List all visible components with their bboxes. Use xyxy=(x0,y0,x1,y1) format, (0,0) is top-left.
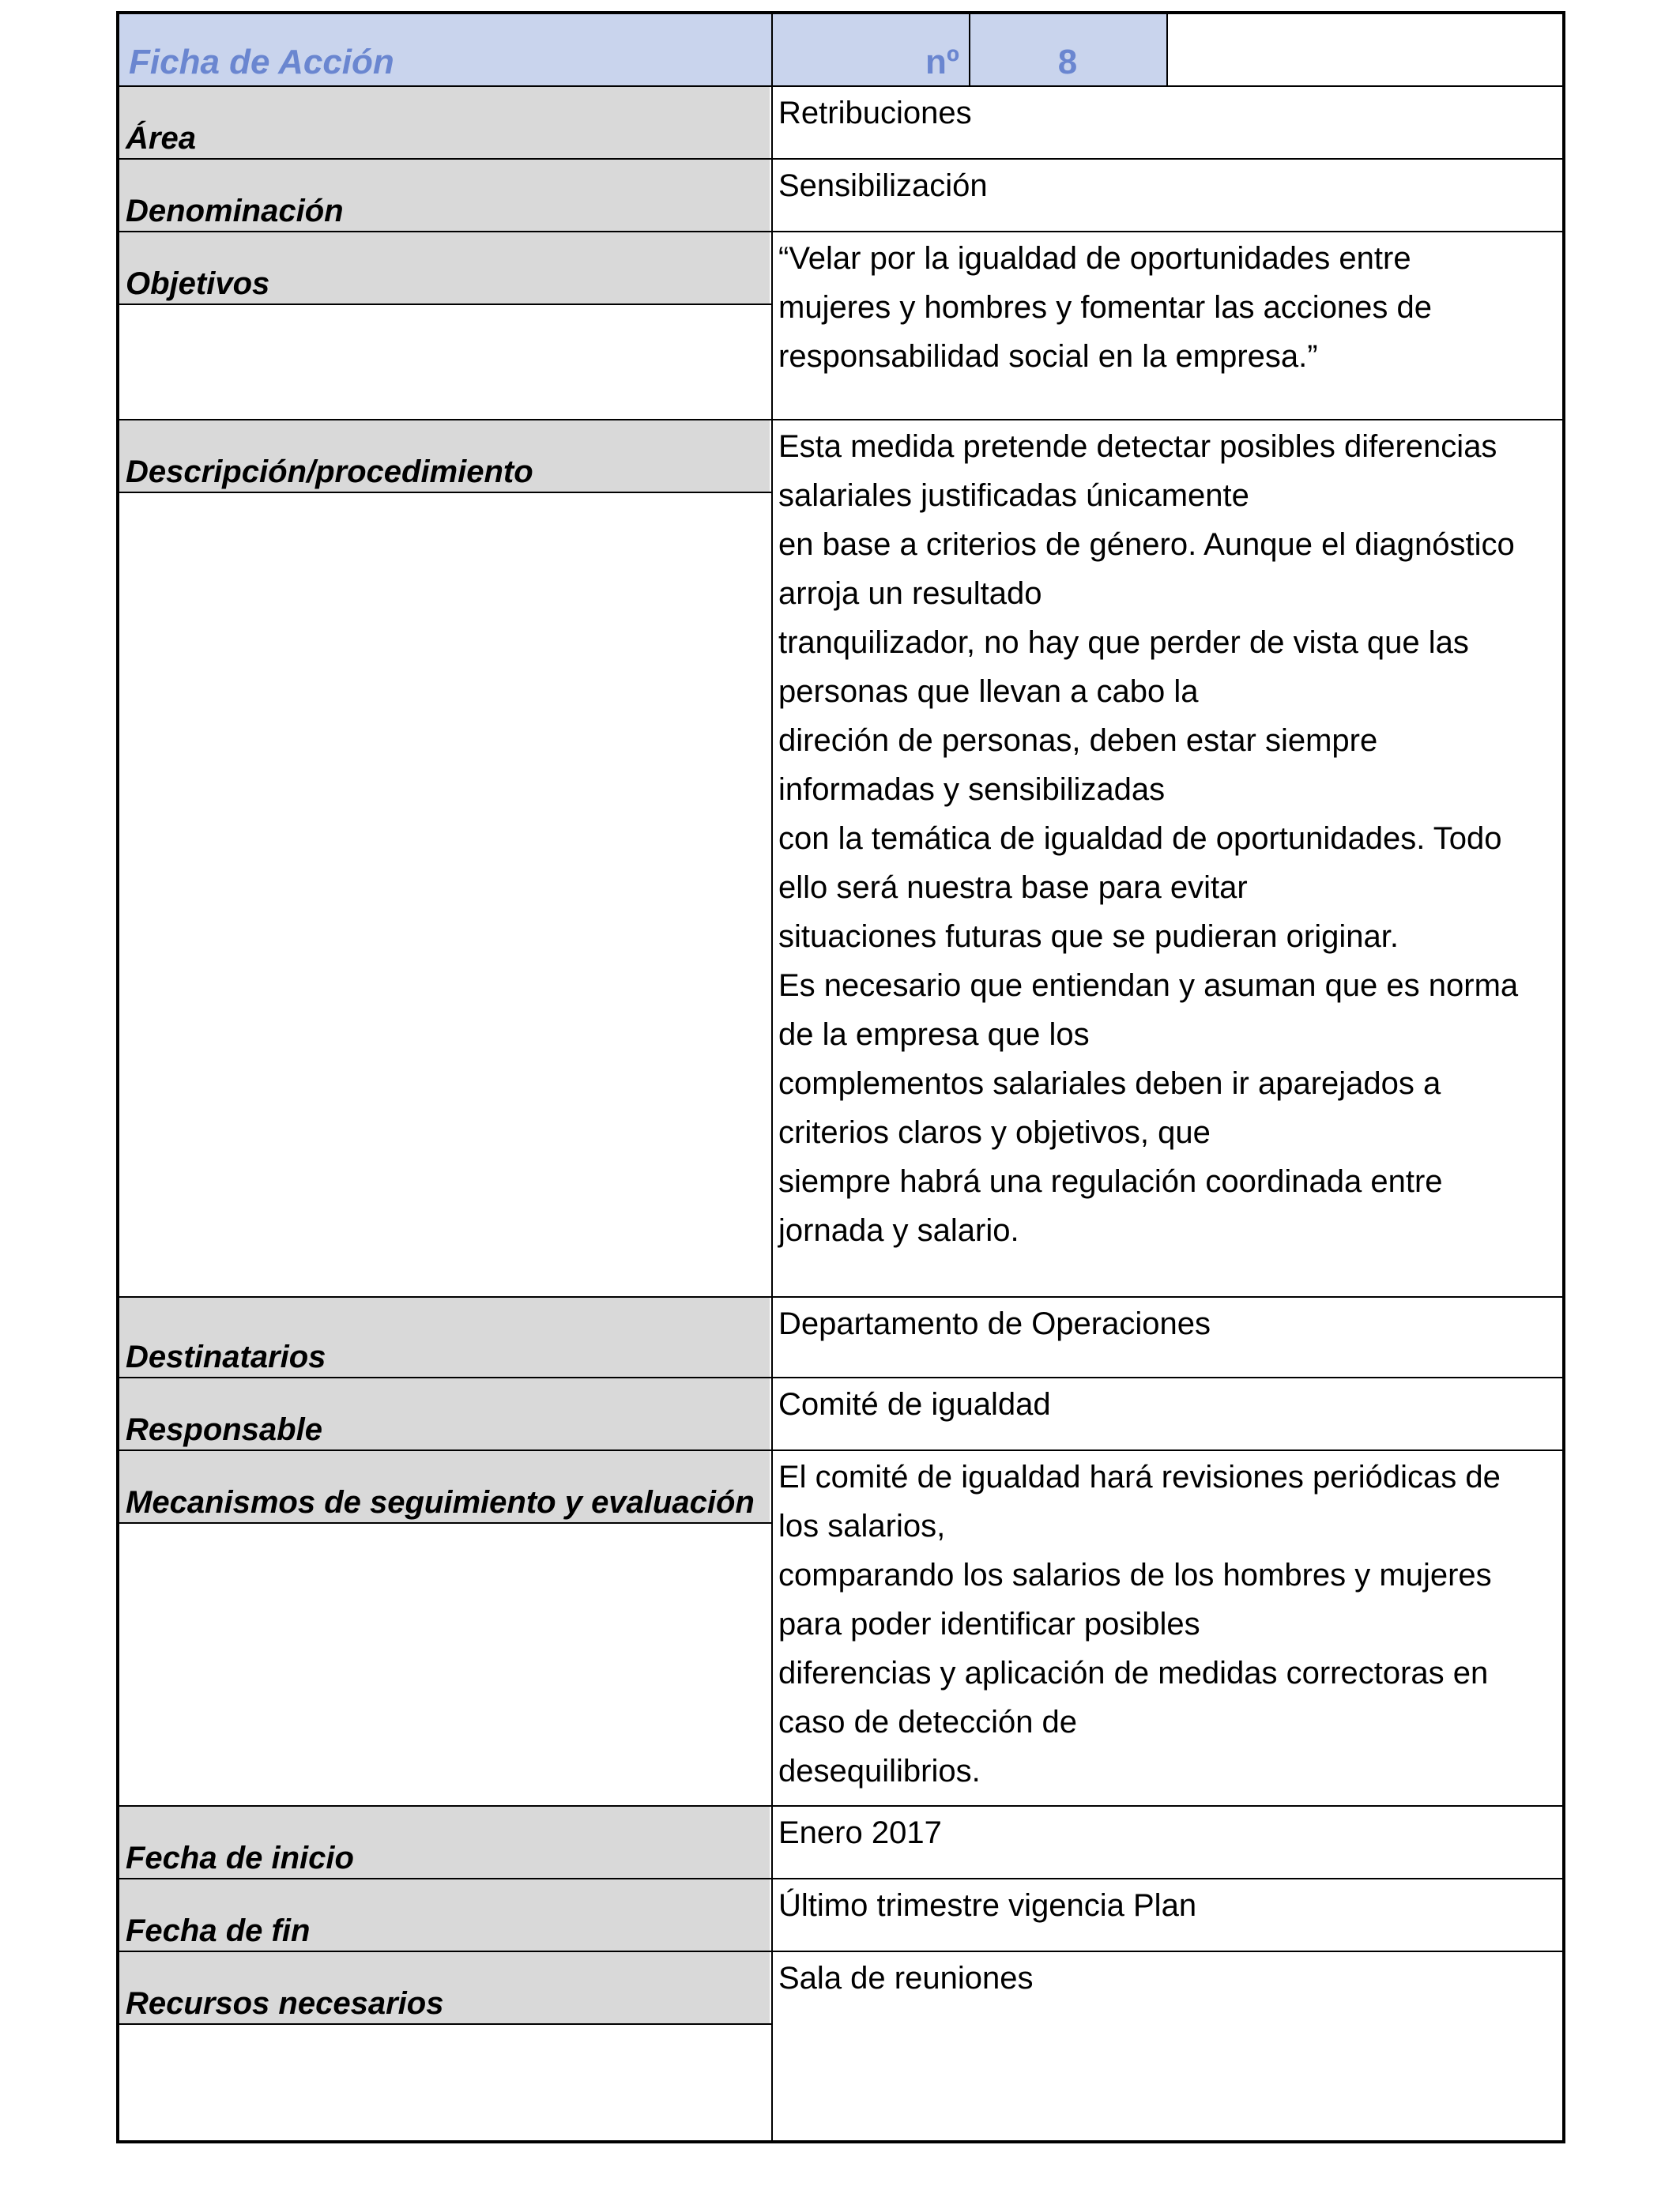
row-divider xyxy=(119,419,1562,420)
value-line: de la empresa que los xyxy=(778,1017,1090,1052)
value-line: Es necesario que entiendan y asuman que es norma xyxy=(778,968,1519,1003)
value-line: desequilibrios. xyxy=(778,1754,981,1789)
value-line: ello será nuestra base para evitar xyxy=(778,870,1248,905)
value-line: Esta medida pretende detectar posibles diferencias xyxy=(778,429,1497,464)
value-line: para poder identificar posibles xyxy=(778,1607,1200,1642)
label-divider xyxy=(119,303,771,305)
value-denominacion xyxy=(778,161,1556,210)
value-line: con la temática de igualdad de oportunidades. Todo xyxy=(778,821,1502,856)
value-line: tranquilizador, no hay que perder de vista que las xyxy=(778,625,1469,660)
row-divider xyxy=(119,85,1562,87)
value-descripcion xyxy=(778,422,1556,1255)
value-line: criterios claros y objetivos, que xyxy=(778,1115,1211,1150)
header-divider xyxy=(1166,14,1168,85)
value-line: “Velar por la igualdad de oportunidades entre xyxy=(778,241,1411,276)
value-line: jornada y salario. xyxy=(778,1213,1019,1248)
value-line: direción de personas, deben estar siempre xyxy=(778,723,1378,758)
value-line: siempre habrá una regulación coordinada entre xyxy=(778,1164,1443,1199)
value-line: responsabilidad social en la empresa.” xyxy=(778,339,1318,374)
value-line: Sala de reuniones xyxy=(778,1961,1034,1996)
value-line: caso de detección de xyxy=(778,1705,1078,1740)
label-divider xyxy=(119,1522,771,1524)
row-divider xyxy=(119,158,1562,160)
label-destinatarios: Destinatarios xyxy=(119,1296,770,1377)
label-responsable: Responsable xyxy=(119,1377,770,1449)
number-label: nº xyxy=(771,14,969,85)
label-fecha-inicio: Fecha de inicio xyxy=(119,1805,770,1878)
value-line: Último trimestre vigencia Plan xyxy=(778,1888,1197,1923)
row-divider xyxy=(119,231,1562,232)
row-divider xyxy=(119,1878,1562,1879)
value-objetivos xyxy=(778,234,1556,381)
value-line: Comité de igualdad xyxy=(778,1387,1051,1422)
row-divider xyxy=(119,1951,1562,1952)
value-mecanismos xyxy=(778,1453,1556,1796)
value-line: complementos salariales deben ir aparejados a xyxy=(778,1066,1441,1101)
row-divider xyxy=(119,1296,1562,1298)
value-fecha-fin xyxy=(778,1881,1556,1930)
label-divider xyxy=(119,492,771,493)
value-line: salariales justificadas únicamente xyxy=(778,478,1249,513)
value-area xyxy=(778,89,1556,138)
label-area: Área xyxy=(119,85,770,158)
value-line: Sensibilización xyxy=(778,168,988,203)
value-recursos xyxy=(778,1954,1556,2003)
value-line: en base a criterios de género. Aunque el diagnóstico xyxy=(778,527,1515,562)
label-descripcion: Descripción/procedimiento xyxy=(119,419,770,492)
label-mecanismos: Mecanismos de seguimiento y evaluación xyxy=(119,1449,770,1522)
row-divider xyxy=(119,1377,1562,1378)
row-divider xyxy=(119,1449,1562,1451)
label-divider xyxy=(119,2023,771,2025)
value-line: diferencias y aplicación de medidas correctoras en xyxy=(778,1656,1489,1691)
value-destinatarios xyxy=(778,1299,1556,1348)
value-fecha-inicio xyxy=(778,1808,1556,1857)
value-line: personas que llevan a cabo la xyxy=(778,674,1199,709)
value-line: comparando los salarios de los hombres y mujeres xyxy=(778,1558,1492,1593)
label-objetivos: Objetivos xyxy=(119,231,770,303)
action-sheet-table xyxy=(116,11,1565,2143)
header-divider xyxy=(771,14,773,85)
header-divider xyxy=(969,14,970,85)
row-divider xyxy=(119,1805,1562,1807)
label-denominacion: Denominación xyxy=(119,158,770,231)
value-line: los salarios, xyxy=(778,1509,946,1544)
value-line: El comité de igualdad hará revisiones periódicas de xyxy=(778,1460,1501,1495)
value-line: mujeres y hombres y fomentar las acciones de xyxy=(778,290,1433,325)
value-line: informadas y sensibilizadas xyxy=(778,772,1166,807)
sheet-title: Ficha de Acción xyxy=(119,14,771,85)
value-line: situaciones futuras que se pudieran originar. xyxy=(778,919,1399,954)
value-line: Enero 2017 xyxy=(778,1815,942,1850)
column-divider xyxy=(771,85,773,2140)
value-responsable xyxy=(778,1380,1556,1429)
action-number: 8 xyxy=(969,14,1166,85)
label-fecha-fin: Fecha de fin xyxy=(119,1878,770,1951)
value-line: Retribuciones xyxy=(778,96,972,130)
value-line: arroja un resultado xyxy=(778,576,1042,611)
label-recursos: Recursos necesarios xyxy=(119,1951,770,2023)
value-line: Departamento de Operaciones xyxy=(778,1306,1211,1341)
